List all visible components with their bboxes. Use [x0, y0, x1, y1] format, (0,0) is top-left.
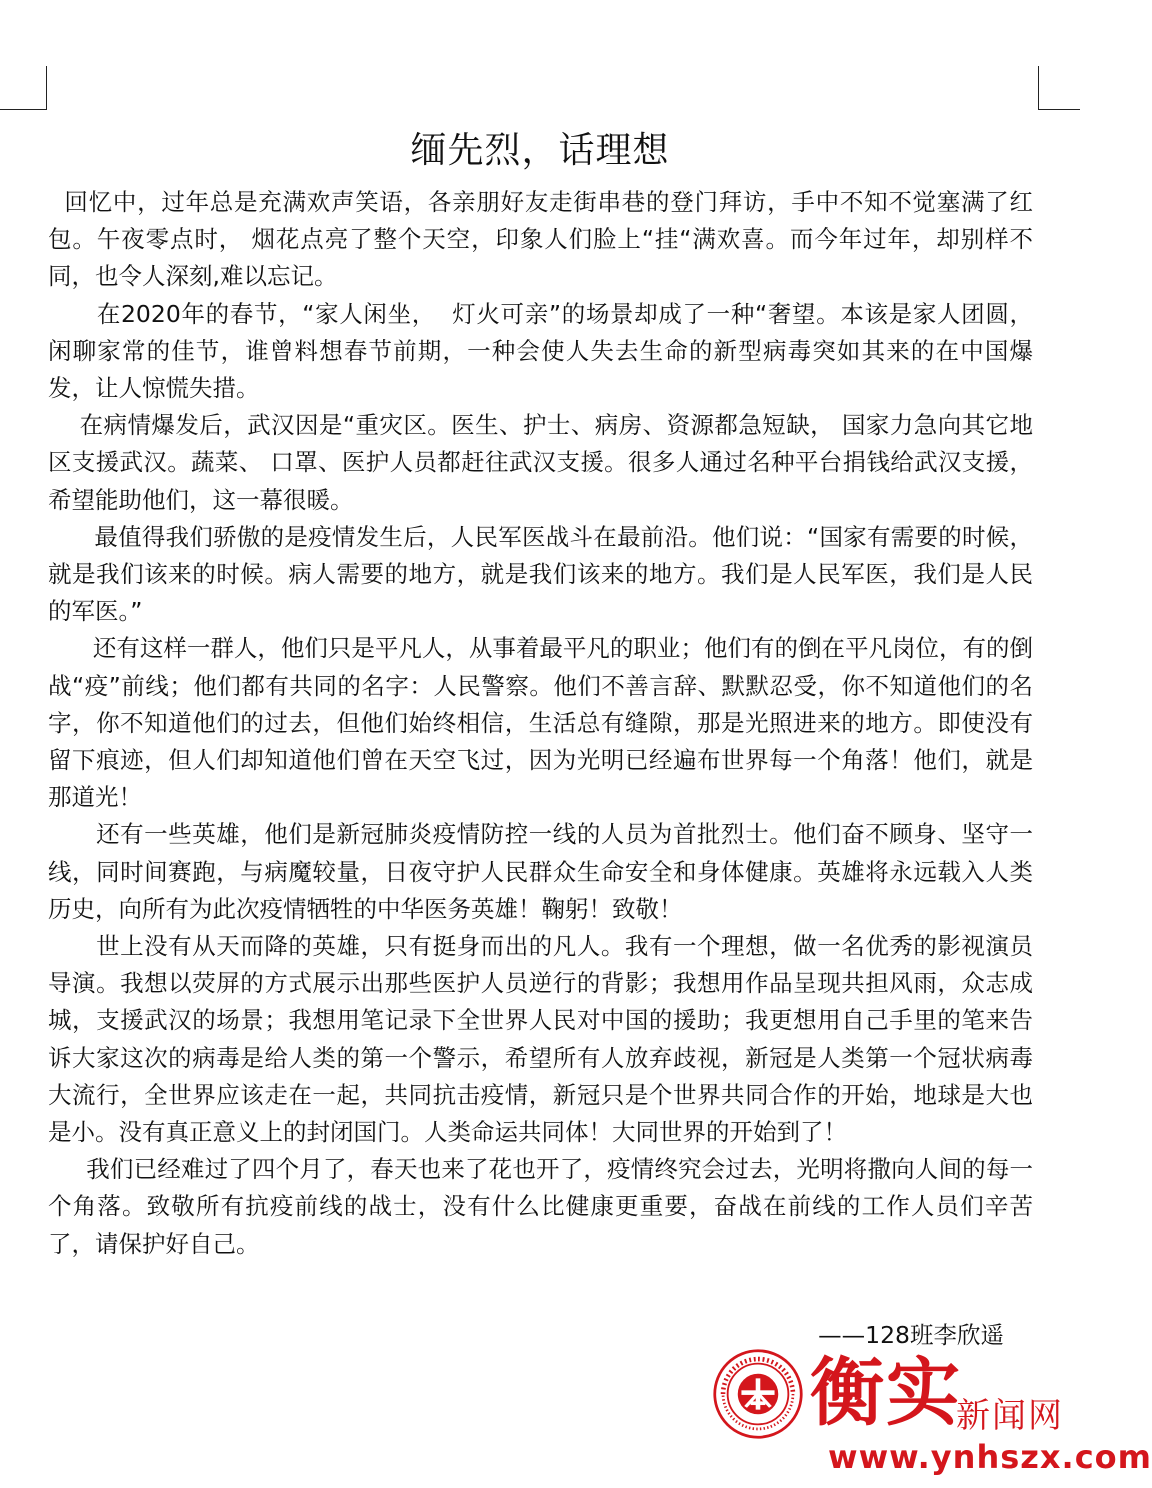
author-signature: ——128班李欣遥: [818, 1321, 1004, 1349]
paragraph: 最值得我们骄傲的是疫情发生后，人民军医战斗在最前沿。他们说：“国家有需要的时候，就是我们该来的时候。病人需要的地方，就是我们该来的地方。我们是人民军医，我们是人民的军医。”: [48, 522, 1033, 626]
paragraph: 我们已经难过了四个月了，春天也来了花也开了，疫情终究会过去，光明将撒向人间的每一个角落。致敬所有抗疫前线的战士，没有什么比健康更重要，奋战在前线的工作人员们辛苦了，请保护好自己。: [48, 1155, 1033, 1258]
watermark-logo: [712, 1340, 1152, 1482]
website-url: www.ynhszx.com: [828, 1438, 1152, 1476]
school-seal-icon: [712, 1348, 804, 1440]
brand-name: 衡实: [810, 1350, 962, 1436]
paragraph: 还有一些英雄，他们是新冠肺炎疫情防控一线的人员为首批烈士。他们奋不顾身、坚守一线，同时间赛跑，与病魔较量，日夜守护人民群众生命安全和身体健康。英雄将永远载入人类历史，向所有为此次疫情牺牲的中华医务英雄！鞠躬！致敬！: [48, 820, 1034, 923]
paragraph: 在病情爆发后，武汉因是“重灾区。医生、护士、病房、资源都急短缺， 国家力急向其它地区支援武汉。蔬菜、 口罩、医护人员都赶往武汉支援。很多人通过名种平台捐钱给武汉支援，希望能助他们，这一幕很暖。: [48, 411, 1033, 514]
document-body: [48, 184, 1041, 1263]
paragraph: 还有这样一群人，他们只是平凡人，从事着最平凡的职业；他们有的倒在平凡岗位，有的倒战“疫”前线；他们都有共同的名字：人民警察。他们不善言辞、默默忍受，你不知道他们的名字，你不知道他们的过去，但他们始终相信，生活总有缝隙，那是光照进来的地方。即使没有留下痕迹，但人们却知道他们曾在天空飞过，因为光明已经遍布世界每一个角落！他们，就是那道光！: [48, 634, 1033, 812]
document-title: 缅先烈，话理想: [410, 130, 670, 171]
brand-subtitle: 新闻网: [956, 1396, 1064, 1436]
paragraph: 在2020年的春节，“家人闲坐， 灯火可亲”的场景却成了一种“奢望。本该是家人团圆， 闲聊家常的佳节，谁曾料想春节前期，一种会使人失去生命的新型病毒突如其来的在中国爆发，让人惊慌失措。: [48, 299, 1041, 403]
paragraph: 回忆中，过年总是充满欢声笑语，各亲朋好友走街串巷的登门拜访，手中不知不觉塞满了红包。午夜零点时， 烟花点亮了整个天空，印象人们脸上“挂“满欢喜。而今年过年，却别样不同，也令人深刻,难以忘记。: [48, 188, 1033, 291]
paragraph: 世上没有从天而降的英雄，只有挺身而出的凡人。我有一个理想，做一名优秀的影视演员 导演。我想以荧屏的方式展示出那些医护人员逆行的背影；我想用作品呈现共担风雨，众志成城，支援武汉的场景；我想用笔记录下全世界人民对中国的援助；我更想用自己手里的笔来告诉大家这次的病毒是给人类的第一个警示，希望所有人放弃歧视，新冠是人类第一个冠状病毒大流行，全世界应该走在一起，共同抗击疫情，新冠只是个世界共同合作的开始，地球是大也是小。没有真正意义上的封闭国门。人类命运共同体！大同世界的开始到了！: [48, 932, 1041, 1147]
